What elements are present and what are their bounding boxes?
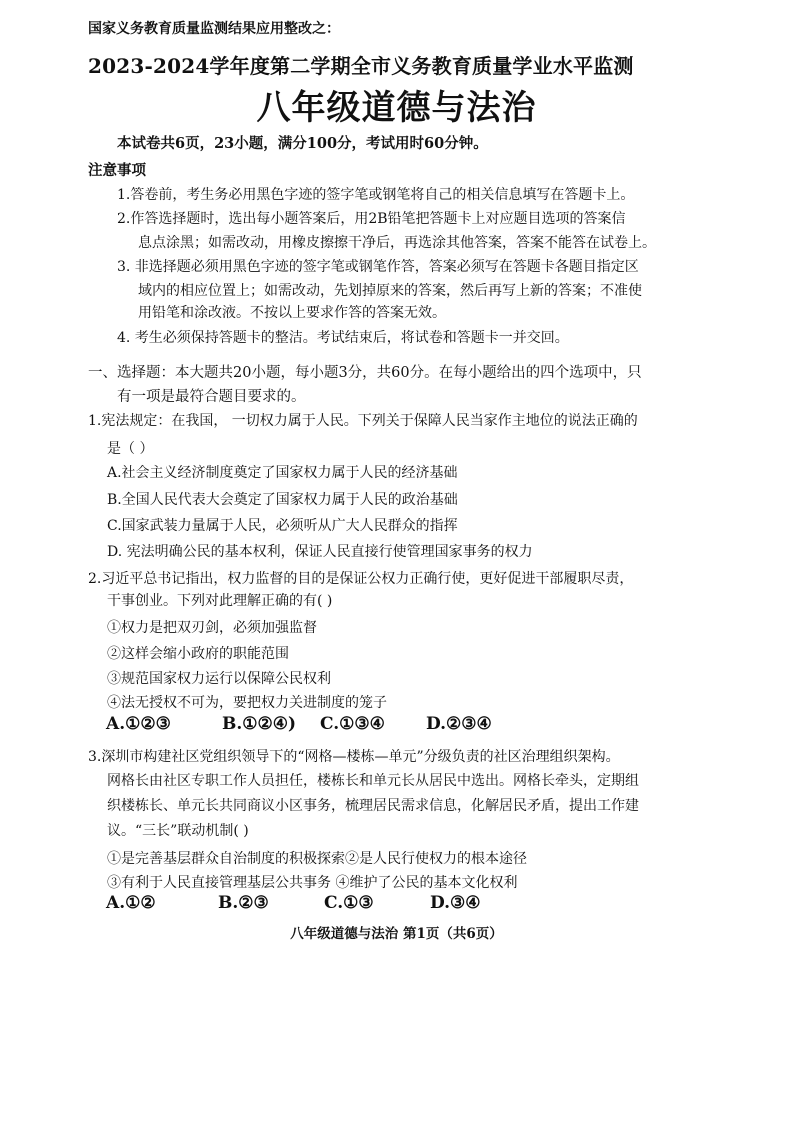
- question-1-option-c: C.国家武装力量属于人民，必须听从广大人民群众的指挥: [107, 518, 458, 534]
- question-2-choice-d: D.②③④: [426, 714, 492, 734]
- question-1-option-d: D. 宪法明确公民的基本权利，保证人民直接行使管理国家事务的权力: [107, 544, 533, 560]
- page-footer: 八年级道德与法治 第1页（共6页）: [290, 926, 503, 942]
- question-3-items: ①是完善基层群众自治制度的积极探索②是人民行使权力的根本途径: [107, 851, 527, 867]
- exam-title: 2023-2024学年度第二学期全市义务教育质量学业水平监测: [88, 54, 634, 78]
- note-item: 2.作答选择题时，选出每小题答案后，用2B铅笔把答题卡上对应题目选项的答案信: [117, 211, 626, 227]
- note-item: 3. 非选择题必须用黑色字迹的签字笔或钢笔作答，答案必须写在答题卡各题目指定区: [117, 259, 639, 275]
- question-3-stem-cont: 网格长由社区专职工作人员担任，楼栋长和单元长从居民中选出。网格长牵头，定期组: [107, 773, 639, 789]
- question-2-choices: [106, 714, 492, 734]
- note-item: 域内的相应位置上；如需改动，先划掉原来的答案，然后再写上新的答案；不准使: [138, 283, 642, 299]
- subject-title: 八年级道德与法治: [256, 88, 537, 128]
- question-2-choice-b: B.①②④): [222, 714, 297, 734]
- question-2-item: ①权力是把双刃剑，必须加强监督: [107, 620, 317, 636]
- note-item: 4. 考生必须保持答题卡的整洁。考试结束后，将试卷和答题卡一并交回。: [117, 330, 569, 346]
- note-item: 息点涂黑；如需改动，用橡皮擦擦干净后，再选涂其他答案，答案不能答在试卷上。: [138, 235, 656, 251]
- question-1-stem: 1.宪法规定：在我国， 一切权力属于人民。下列关于保障人民当家作主地位的说法正确的: [88, 413, 638, 429]
- section-heading: 一、选择题：本大题共20小题，每小题3分，共60分。在每小题给出的四个选项中，只: [88, 365, 642, 381]
- question-3-stem-cont: 织楼栋长、单元长共同商议小区事务，梳理居民需求信息，化解居民矛盾，提出工作建: [107, 798, 639, 814]
- question-3-choice-a: A.①②: [106, 893, 156, 913]
- note-item: 用铅笔和涂改液。不按以上要求作答的答案无效。: [138, 305, 446, 321]
- exam-intro: 本试卷共6页，23小题，满分100分，考试用时60分钟。: [117, 135, 488, 152]
- question-3-stem: 3.深圳市构建社区党组织领导下的“网格—楼栋—单元”分级负责的社区治理组织架构。: [88, 749, 620, 765]
- question-2-choice-c: C.①③④: [320, 714, 385, 734]
- question-3-choice-b: B.②③: [218, 893, 269, 913]
- question-2-stem: 2.习近平总书记指出，权力监督的目的是保证公权力正确行使，更好促进干部履职尽责，: [88, 571, 634, 587]
- question-2-choice-a: A.①②③: [106, 714, 171, 734]
- question-2-stem-cont: 干事创业。下列对此理解正确的有( ): [107, 593, 333, 609]
- question-2-item: ③规范国家权力运行以保障公民权利: [107, 671, 331, 687]
- question-3-choice-d: D.③④: [430, 893, 481, 913]
- question-1-option-b: B.全国人民代表大会奠定了国家权力属于人民的政治基础: [107, 492, 458, 508]
- notes-title: 注意事项: [88, 162, 146, 179]
- header-note: 国家义务教育质量监测结果应用整改之：: [88, 21, 340, 37]
- section-heading-cont: 有一项是最符合题目要求的。: [117, 389, 306, 405]
- question-3-choice-c: C.①③: [324, 893, 374, 913]
- question-3-choices: [106, 893, 481, 913]
- question-3-stem-cont: 议。“三长”联动机制( ): [107, 823, 249, 839]
- question-1-option-a: A.社会主义经济制度奠定了国家权力属于人民的经济基础: [107, 465, 458, 481]
- question-2-item: ②这样会缩小政府的职能范围: [107, 646, 289, 662]
- question-1-stem-cont: 是（ ）: [107, 441, 154, 457]
- note-item: 1.答卷前，考生务必用黑色字迹的签字笔或钢笔将自己的相关信息填写在答题卡上。: [117, 187, 635, 203]
- question-3-items: ③有利于人民直接管理基层公共事务 ④维护了公民的基本文化权利: [107, 875, 518, 891]
- question-2-item: ④法无授权不可为，要把权力关进制度的笼子: [107, 695, 387, 711]
